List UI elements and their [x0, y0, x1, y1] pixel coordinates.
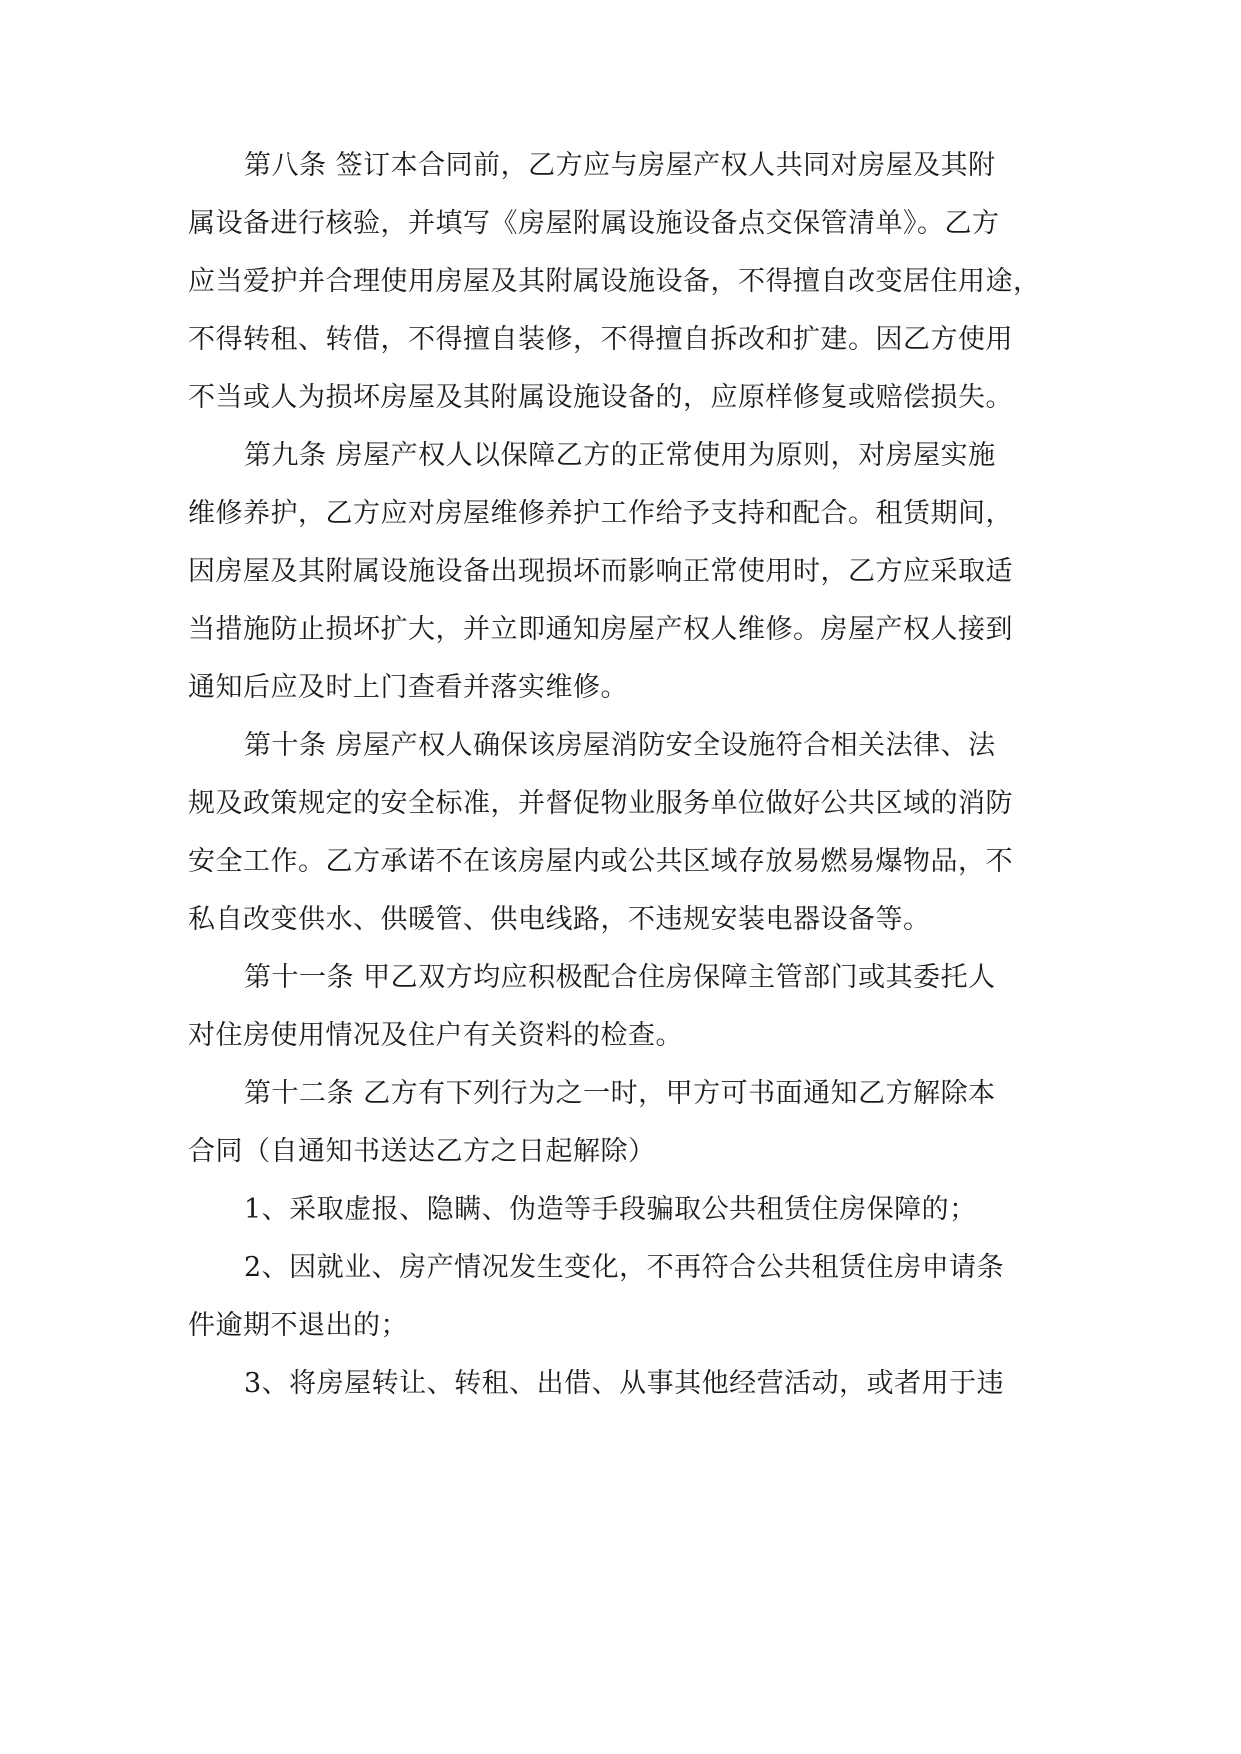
article-8-line-3: 应当爱护并合理使用房屋及其附属设施设备，不得擅自改变居住用途， — [188, 266, 1041, 297]
article-10-line-1: 第十条 房屋产权人确保该房屋消防安全设施符合相关法律、法 — [244, 730, 996, 761]
article-8-line-4: 不得转租、转借，不得擅自装修，不得擅自拆改和扩建。因乙方使用 — [188, 324, 1013, 355]
article-10-line-4: 私自改变供水、供暖管、供电线路，不违规安装电器设备等。 — [188, 904, 931, 935]
article-8-line-5: 不当或人为损坏房屋及其附属设施设备的，应原样修复或赔偿损失。 — [188, 382, 1013, 413]
clause-3-line-1: 3、将房屋转让、转租、出借、从事其他经营活动，或者用于违 — [244, 1368, 1005, 1399]
article-9-line-4: 当措施防止损坏扩大，并立即通知房屋产权人维修。房屋产权人接到 — [188, 614, 1013, 645]
article-9-line-5: 通知后应及时上门查看并落实维修。 — [188, 672, 628, 703]
article-8-line-2: 属设备进行核验，并填写《房屋附属设施设备点交保管清单》。乙方 — [188, 208, 1000, 239]
article-10-line-3: 安全工作。乙方承诺不在该房屋内或公共区域存放易燃易爆物品，不 — [188, 846, 1013, 877]
article-11-line-1: 第十一条 甲乙双方均应积极配合住房保障主管部门或其委托人 — [244, 962, 996, 993]
clause-2-line-1: 2、因就业、房产情况发生变化，不再符合公共租赁住房申请条 — [244, 1252, 1005, 1283]
article-10-line-2: 规及政策规定的安全标准，并督促物业服务单位做好公共区域的消防 — [188, 788, 1013, 819]
article-8-line-1: 第八条 签订本合同前，乙方应与房屋产权人共同对房屋及其附 — [244, 150, 996, 181]
article-9-line-2: 维修养护，乙方应对房屋维修养护工作给予支持和配合。租赁期间， — [188, 498, 1013, 529]
article-12-line-1: 第十二条 乙方有下列行为之一时，甲方可书面通知乙方解除本 — [244, 1078, 996, 1109]
article-12-line-2: 合同（自通知书送达乙方之日起解除） — [188, 1136, 656, 1167]
article-9-line-1: 第九条 房屋产权人以保障乙方的正常使用为原则，对房屋实施 — [244, 440, 996, 471]
article-11-line-2: 对住房使用情况及住户有关资料的检查。 — [188, 1020, 683, 1051]
article-9-line-3: 因房屋及其附属设施设备出现损坏而影响正常使用时，乙方应采取适 — [188, 556, 1013, 587]
clause-1-line-1: 1、采取虚报、隐瞒、伪造等手段骗取公共租赁住房保障的； — [244, 1194, 977, 1225]
clause-2-line-2: 件逾期不退出的； — [188, 1310, 408, 1341]
